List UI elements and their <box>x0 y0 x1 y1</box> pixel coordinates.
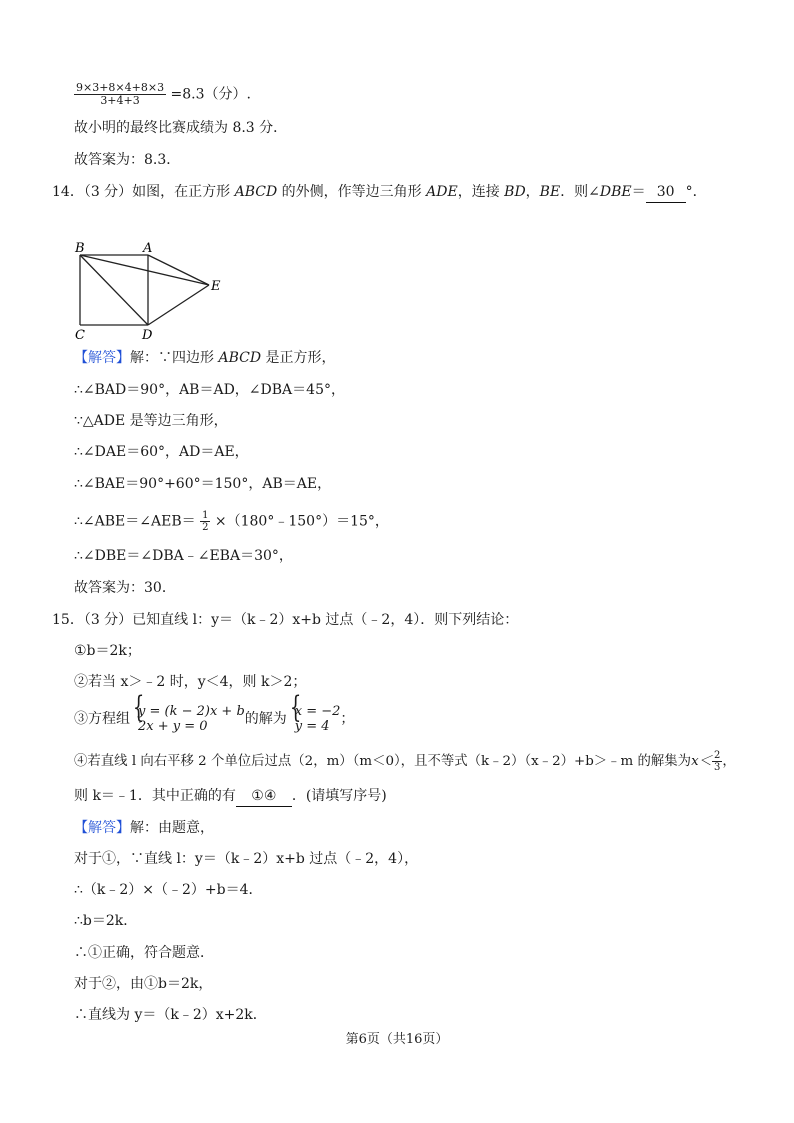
p15-sol-5: ∴①正确，符合题意． <box>74 945 214 961</box>
fraction-line: $\frac{9\times 3+8\times 4+8\times 3}{3+4+3}$ =8.3（分）. <box>76 81 251 107</box>
solution-tag: 【解答】 <box>74 350 130 366</box>
label-e: E <box>211 279 221 294</box>
score-fraction: $\frac{9\times 3+8\times 4+8\times 3}{3+4+3}$ <box>76 81 165 107</box>
segment-be <box>80 255 209 285</box>
p14-sol-6: ∴∠ABE＝∠AEB＝ $\frac{1}{2}$ ×（180°﹣150°）＝15°， <box>74 510 389 533</box>
label-c: C <box>75 328 85 343</box>
solution-tag: 【解答】 <box>74 820 130 836</box>
p14-stem: 14．（3 分）如图，在正方形 ABCD 的外侧，作等边三角形 ADE，连接 BD，BE．则∠DBE＝ 30 °． <box>52 182 764 203</box>
p15-sol-2: 对于①，∵直线 l：y＝（k﹣2）x+b 过点（﹣2，4）， <box>74 851 419 867</box>
p14-sol-2: ∴∠BAD＝90°，AB＝AD，∠DBA＝45°， <box>74 382 345 398</box>
p15-claim-4: ④若直线 l 向右平移 2 个单位后过点（2，m）（m＜0），且不等式（k﹣2）（x﹣2）+b＞﹣m 的解集为x＜ $\frac{2}{3}$ ， <box>74 750 736 773</box>
p15-answer-blank: ①④ <box>236 786 292 807</box>
two-thirds-fraction: $\frac{2}{3}$ <box>714 750 721 773</box>
p14-sol-4: ∴∠DAE＝60°，AD＝AE， <box>74 444 249 460</box>
p14-sol-3: ∵△ADE 是等边三角形， <box>74 413 228 429</box>
edge-de <box>148 285 209 325</box>
p15-claim-2: ②若当 x＞﹣2 时，y＜4，则 k＞2； <box>74 674 307 690</box>
p14-sol-7: ∴∠DBE＝∠DBA﹣∠EBA＝30°， <box>74 548 293 564</box>
p15-sol-3: ∴（k﹣2）×（﹣2）+b＝4． <box>74 882 263 898</box>
p15-sol-1: 【解答】解：由题意， <box>74 820 214 836</box>
label-a: A <box>143 241 153 256</box>
label-d: D <box>142 328 153 343</box>
p15-claim-3: ③方程组 { y = (k − 2)x + b 2x + y = 0 的解为 { x = −2 y = 4 ； <box>74 704 764 734</box>
p14-answer: 故答案为：30． <box>74 580 176 596</box>
p14-answer-blank: 30 <box>646 182 686 203</box>
p13-answer: 故答案为：8.3． <box>74 152 181 168</box>
page-footer: 第6页（共16页） <box>345 1032 449 1047</box>
half-fraction: $\frac{1}{2}$ <box>202 510 209 533</box>
p15-stem: 15．（3 分）已知直线 l：y＝（k﹣2）x+b 过点（﹣2，4）．则下列结论： <box>52 612 519 628</box>
p14-sol-5: ∴∠BAE＝90°+60°＝150°，AB＝AE， <box>74 476 332 492</box>
p15-claim-1: ①b＝2k； <box>74 643 141 659</box>
solution-system: { x = −2 y = 4 <box>287 704 341 734</box>
p15-claim-5: 则 k＝﹣1．其中正确的有 ①④ ．(请填写序号) <box>74 786 764 807</box>
p15-sol-7: ∴直线为 y＝（k﹣2）x+2k． <box>74 1007 267 1023</box>
p14-sol-1: 【解答】解：∵四边形 ABCD 是正方形， <box>74 350 336 366</box>
label-b: B <box>75 241 85 256</box>
edge-ae <box>148 255 209 285</box>
equation-system: { y = (k − 2)x + b 2x + y = 0 <box>130 704 245 734</box>
p13-conclusion: 故小明的最终比赛成绩为 8.3 分． <box>74 120 288 136</box>
p15-sol-4: ∴b＝2k． <box>74 913 138 929</box>
square-triangle-figure <box>70 238 240 348</box>
segment-bd <box>80 255 148 325</box>
p15-sol-6: 对于②，由①b＝2k， <box>74 976 213 992</box>
